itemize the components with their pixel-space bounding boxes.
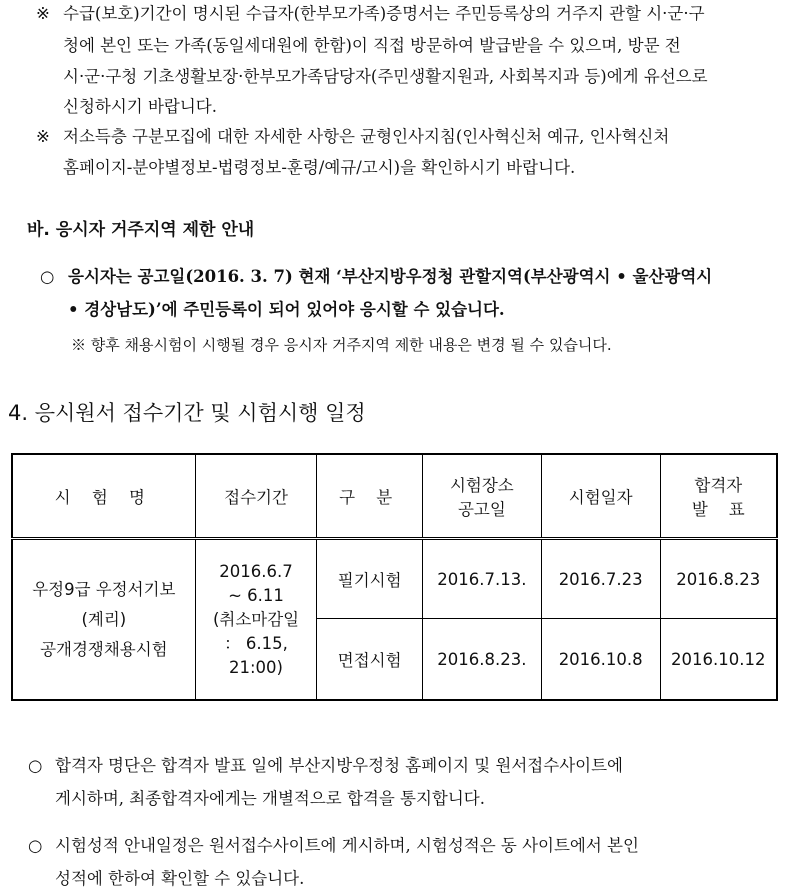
header-exam-date: 시험일자 — [541, 454, 660, 539]
type-cell: 면접시험 — [317, 619, 423, 701]
notice-note: ※ 향후 채용시험이 시행될 경우 응시자 거주지역 제한 내용은 변경 될 수 있습니다. — [71, 336, 612, 354]
section-heading: 바. 응시자 거주지역 제한 안내 — [27, 220, 255, 240]
result-date-cell: 2016.8.23 — [660, 539, 777, 619]
note-line: 청에 본인 또는 가족(동일세대원에 한함)이 직접 방문하여 발급받을 수 있으며, 방문 전 — [63, 36, 681, 55]
note-line: 수급(보호)기간이 명시된 수급자(한부모가족)증명서는 주민등록상의 거주지 관할 시·군·구 — [63, 4, 705, 23]
header-period: 접수기간 — [195, 454, 317, 539]
bullet-mark: ○ — [28, 756, 43, 775]
note-line: 시험성적 안내일정은 원서접수사이트에 게시하며, 시험성적은 동 사이트에서 본인 — [55, 836, 639, 855]
note-mark: ※ — [36, 4, 50, 23]
note-line: 게시하며, 최종합격자에게는 개별적으로 합격을 통지합니다. — [55, 789, 485, 808]
type-cell: 필기시험 — [317, 539, 423, 619]
header-place-date: 시험장소 공고일 — [422, 454, 541, 539]
note-line: 시·군·구청 기초생활보장·한부모가족담당자(주민생활지원과, 사회복지과 등)에게 유선으로 — [63, 67, 708, 86]
place-date-cell: 2016.8.23. — [422, 619, 541, 701]
exam-name-cell: 우정9급 우정서기보 (계리) 공개경쟁채용시험 — [12, 539, 195, 701]
notice-line: 응시자는 공고일(2016. 3. 7) 현재 ‘부산지방우정청 관할지역(부산광역시 • 울산광역시 — [68, 267, 713, 286]
table-header-row — [12, 454, 777, 539]
place-date-cell: 2016.7.13. — [422, 539, 541, 619]
notice-line: • 경상남도)’에 주민등록이 되어 있어야 응시할 수 있습니다. — [68, 300, 505, 319]
result-date-cell: 2016.10.12 — [660, 619, 777, 701]
note-line: 신청하시기 바랍니다. — [63, 97, 217, 116]
header-exam-name: 시 험 명 — [12, 454, 195, 539]
schedule-table — [11, 453, 778, 701]
exam-date-cell: 2016.7.23 — [541, 539, 660, 619]
header-type: 구 분 — [317, 454, 423, 539]
note-line: 저소득층 구분모집에 대한 자세한 사항은 균형인사지침(인사혁신처 예규, 인사혁신처 — [63, 127, 670, 146]
table-row — [12, 539, 777, 619]
period-cell: 2016.6.7 ~ 6.11 (취소마감일 ： 6.15, 21:00) — [195, 539, 317, 701]
note-mark: ※ — [36, 127, 50, 146]
exam-date-cell: 2016.10.8 — [541, 619, 660, 701]
note-line: 성적에 한하여 확인할 수 있습니다. — [55, 869, 305, 888]
bullet-mark: ○ — [40, 267, 55, 286]
header-result: 합격자 발 표 — [660, 454, 777, 539]
section-4-heading: 4. 응시원서 접수기간 및 시험시행 일정 — [8, 401, 366, 425]
bullet-mark: ○ — [28, 836, 43, 855]
note-line: 홈페이지-분야별정보-법령정보-훈령/예규/고시)을 확인하시기 바랍니다. — [63, 158, 576, 177]
note-line: 합격자 명단은 합격자 발표 일에 부산지방우정청 홈페이지 및 원서접수사이트에 — [55, 756, 623, 775]
